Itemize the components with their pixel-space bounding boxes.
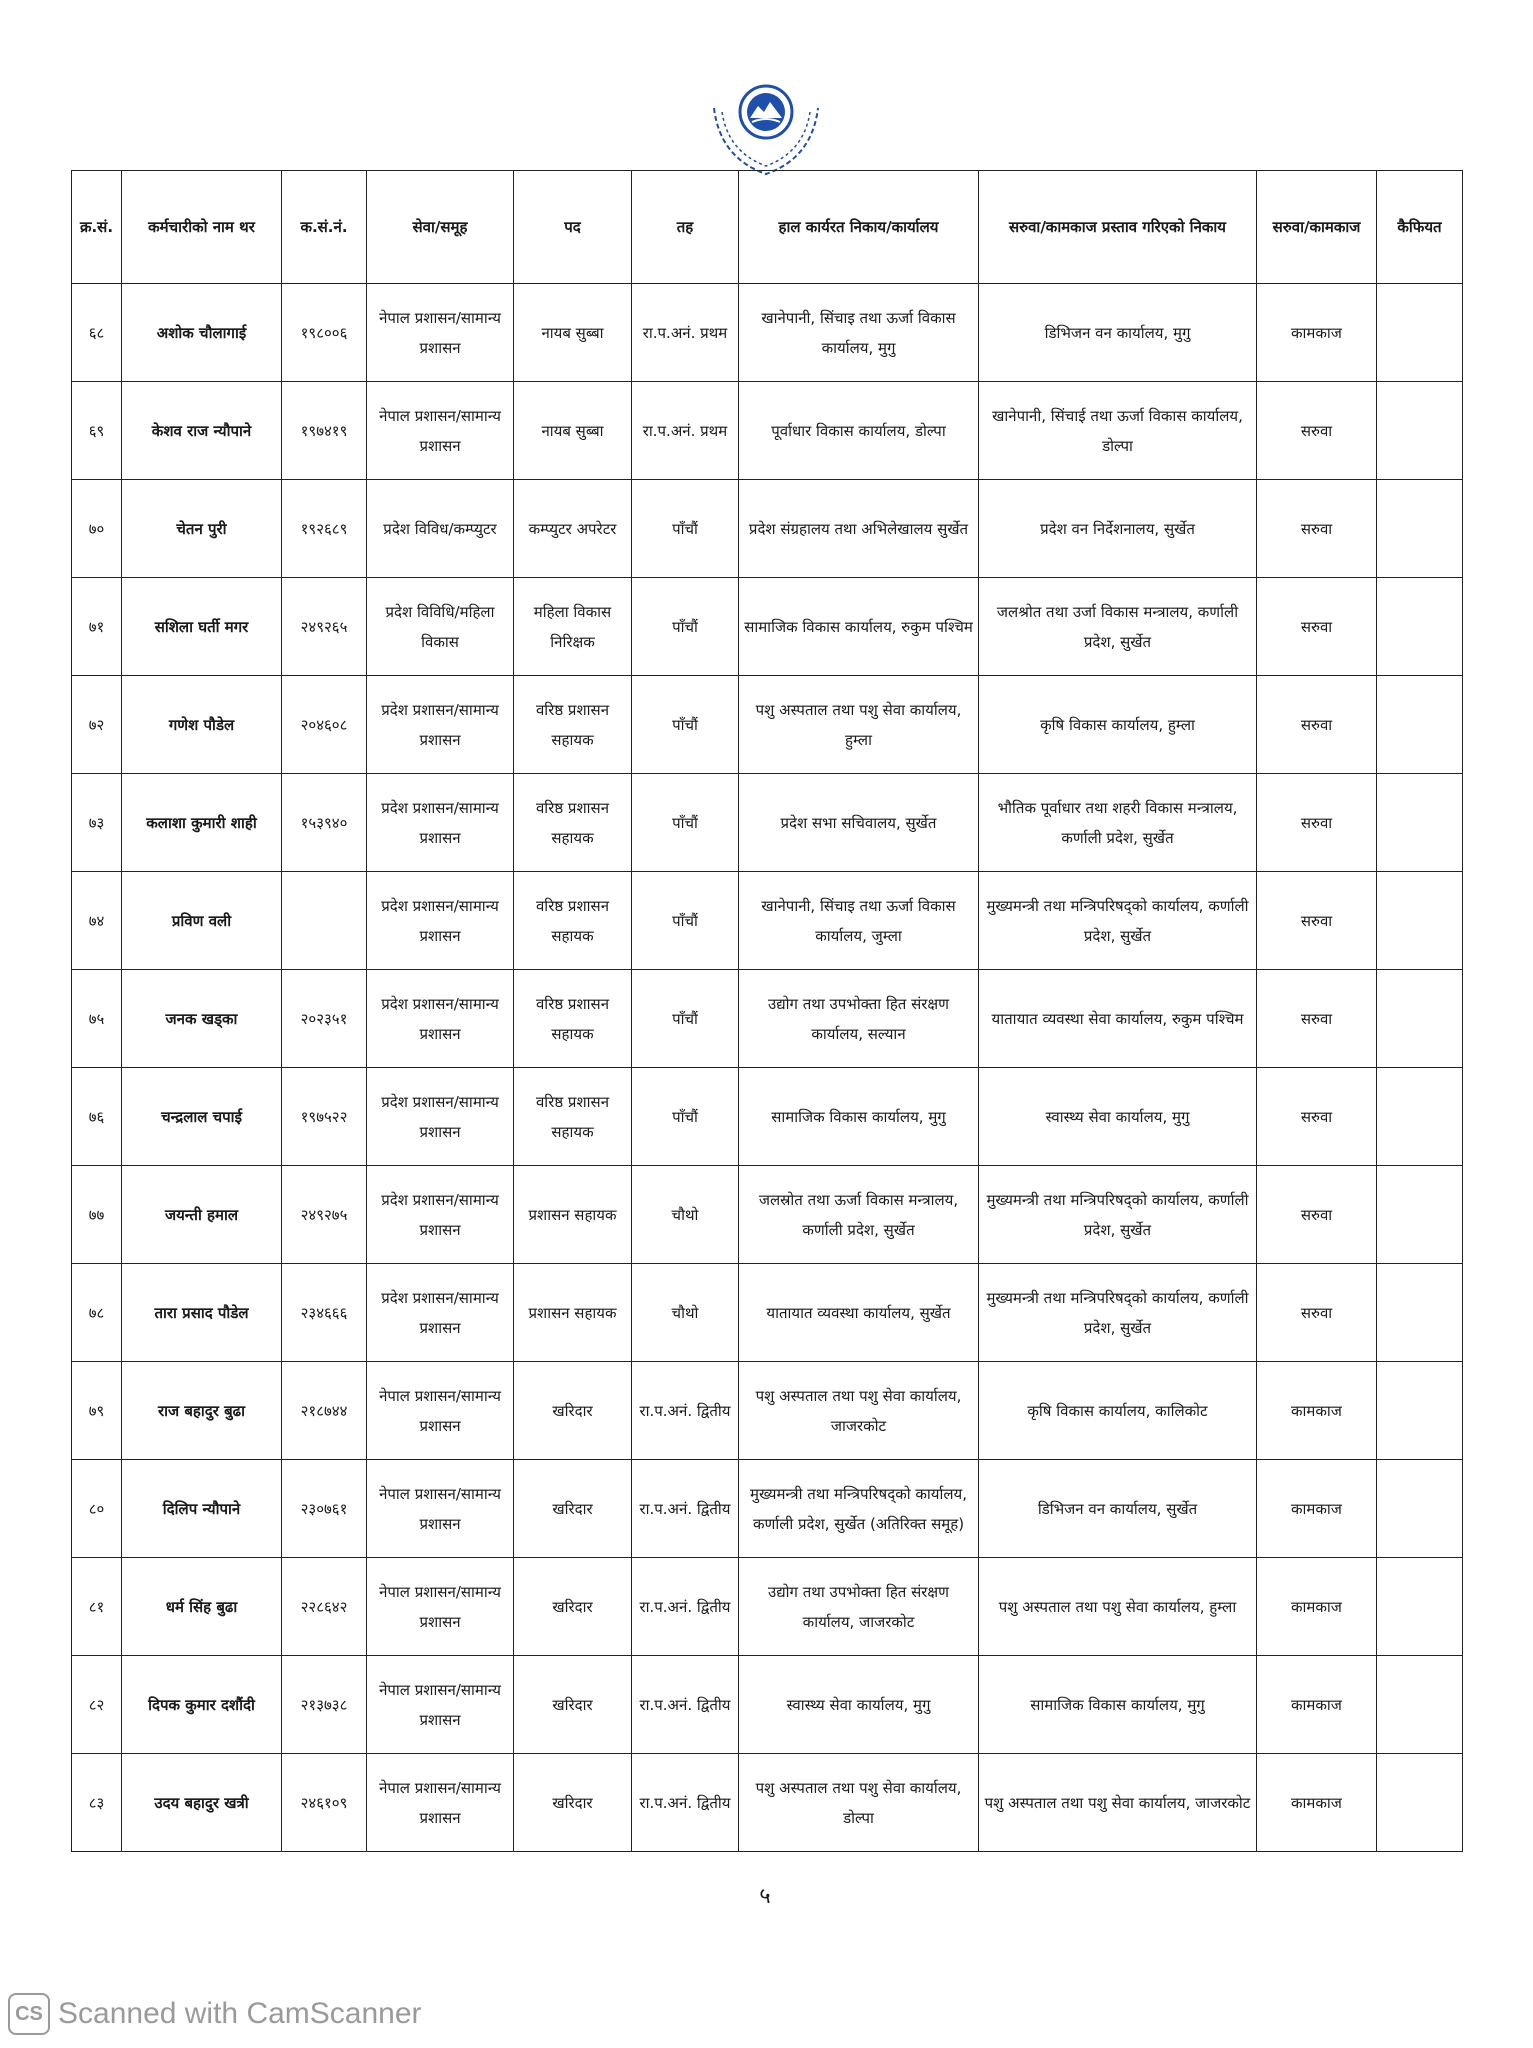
cell-code-number [282,872,367,970]
cell-remarks [1377,1558,1463,1656]
cell-code-number: १५३९४० [282,774,367,872]
cell-serial: ७९ [72,1362,122,1460]
table-body [72,284,1463,1852]
cell-proposed-office: पशु अस्पताल तथा पशु सेवा कार्यालय, जाजरकोट [979,1754,1257,1852]
table-row [72,872,1463,970]
table-row [72,1166,1463,1264]
cell-service-group: प्रदेश प्रशासन/सामान्य प्रशासन [367,774,514,872]
table-row [72,1754,1463,1852]
cell-proposed-office: स्वास्थ्य सेवा कार्यालय, मुगु [979,1068,1257,1166]
cell-code-number: २४९२६५ [282,578,367,676]
table-row [72,774,1463,872]
cell-serial: ७५ [72,970,122,1068]
cell-serial: ७६ [72,1068,122,1166]
cell-employee-name: धर्म सिंह बुढा [122,1558,282,1656]
cell-transfer-type: सरुवा [1257,970,1377,1068]
cell-level: रा.प.अनं. द्वितीय [632,1362,739,1460]
column-header-transfer-type: सरुवा/कामकाज [1257,171,1377,284]
table-row [72,1068,1463,1166]
cell-level: रा.प.अनं. प्रथम [632,382,739,480]
cell-service-group: प्रदेश प्रशासन/सामान्य प्रशासन [367,1166,514,1264]
cell-proposed-office: सामाजिक विकास कार्यालय, मुगु [979,1656,1257,1754]
cell-post: खरिदार [514,1558,632,1656]
cell-transfer-type: सरुवा [1257,578,1377,676]
cell-level: पाँचौं [632,872,739,970]
cell-remarks [1377,872,1463,970]
cell-code-number: १९८००६ [282,284,367,382]
cell-serial: ७३ [72,774,122,872]
cell-post: प्रशासन सहायक [514,1166,632,1264]
cell-remarks [1377,1362,1463,1460]
cell-employee-name: जयन्ती हमाल [122,1166,282,1264]
cell-level: रा.प.अनं. द्वितीय [632,1460,739,1558]
cell-serial: ७८ [72,1264,122,1362]
cell-code-number: २२८६४२ [282,1558,367,1656]
cell-employee-name: सशिला घर्ती मगर [122,578,282,676]
cell-remarks [1377,1656,1463,1754]
cell-post: नायब सुब्बा [514,284,632,382]
cell-code-number: २१३७३८ [282,1656,367,1754]
cell-service-group: नेपाल प्रशासन/सामान्य प्रशासन [367,1754,514,1852]
table-row [72,1460,1463,1558]
cell-serial: ७७ [72,1166,122,1264]
column-header-code: क.सं.नं. [282,171,367,284]
cell-proposed-office: यातायात व्यवस्था सेवा कार्यालय, रुकुम पश्चिम [979,970,1257,1068]
cell-level: रा.प.अनं. द्वितीय [632,1558,739,1656]
watermark-text: Scanned with CamScanner [58,1997,422,2030]
cell-remarks [1377,1264,1463,1362]
table-row [72,1362,1463,1460]
cell-proposed-office: भौतिक पूर्वाधार तथा शहरी विकास मन्त्रालय, कर्णाली प्रदेश, सुर्खेत [979,774,1257,872]
cell-current-office: स्वास्थ्य सेवा कार्यालय, मुगु [739,1656,979,1754]
cell-level: पाँचौं [632,578,739,676]
cell-service-group: नेपाल प्रशासन/सामान्य प्रशासन [367,382,514,480]
table-row [72,676,1463,774]
cell-proposed-office: पशु अस्पताल तथा पशु सेवा कार्यालय, हुम्ला [979,1558,1257,1656]
cell-remarks [1377,480,1463,578]
cell-post: कम्प्युटर अपरेटर [514,480,632,578]
cell-remarks [1377,1754,1463,1852]
cell-employee-name: राज बहादुर बुढा [122,1362,282,1460]
cell-code-number: २४९२७५ [282,1166,367,1264]
cell-current-office: पूर्वाधार विकास कार्यालय, डोल्पा [739,382,979,480]
cell-employee-name: प्रविण वली [122,872,282,970]
cell-post: वरिष्ठ प्रशासन सहायक [514,676,632,774]
cell-transfer-type: सरुवा [1257,1264,1377,1362]
cell-transfer-type: सरुवा [1257,774,1377,872]
cell-level: पाँचौं [632,774,739,872]
cell-remarks [1377,970,1463,1068]
table-row [72,1558,1463,1656]
cell-serial: ७४ [72,872,122,970]
cell-code-number: १९२६८९ [282,480,367,578]
cell-serial: ६८ [72,284,122,382]
cell-current-office: सामाजिक विकास कार्यालय, मुगु [739,1068,979,1166]
cell-employee-name: जनक खड्का [122,970,282,1068]
cell-post: प्रशासन सहायक [514,1264,632,1362]
cell-proposed-office: मुख्यमन्त्री तथा मन्त्रिपरिषद्को कार्यालय, कर्णाली प्रदेश, सुर्खेत [979,872,1257,970]
cell-transfer-type: सरुवा [1257,480,1377,578]
cell-service-group: प्रदेश प्रशासन/सामान्य प्रशासन [367,676,514,774]
cell-serial: ८१ [72,1558,122,1656]
cell-remarks [1377,284,1463,382]
cell-transfer-type: कामकाज [1257,1460,1377,1558]
cell-level: पाँचौं [632,480,739,578]
cell-current-office: सामाजिक विकास कार्यालय, रुकुम पश्चिम [739,578,979,676]
table-row [72,284,1463,382]
cell-proposed-office: प्रदेश वन निर्देशनालय, सुर्खेत [979,480,1257,578]
cell-code-number: २४६१०९ [282,1754,367,1852]
cell-transfer-type: सरुवा [1257,676,1377,774]
cell-level: चौथो [632,1264,739,1362]
cell-level: पाँचौं [632,970,739,1068]
cell-remarks [1377,1460,1463,1558]
cell-post: वरिष्ठ प्रशासन सहायक [514,970,632,1068]
cell-employee-name: गणेश पौडेल [122,676,282,774]
cell-proposed-office: मुख्यमन्त्री तथा मन्त्रिपरिषद्को कार्यालय, कर्णाली प्रदेश, सुर्खेत [979,1264,1257,1362]
cell-proposed-office: कृषि विकास कार्यालय, कालिकोट [979,1362,1257,1460]
cell-service-group: नेपाल प्रशासन/सामान्य प्रशासन [367,1362,514,1460]
cell-service-group: नेपाल प्रशासन/सामान्य प्रशासन [367,1656,514,1754]
cell-proposed-office: कृषि विकास कार्यालय, हुम्ला [979,676,1257,774]
cell-current-office: खानेपानी, सिंचाइ तथा ऊर्जा विकास कार्यालय, मुगु [739,284,979,382]
cell-service-group: नेपाल प्रशासन/सामान्य प्रशासन [367,1558,514,1656]
cell-current-office: प्रदेश संग्रहालय तथा अभिलेखालय सुर्खेत [739,480,979,578]
cell-post: नायब सुब्बा [514,382,632,480]
cell-proposed-office: मुख्यमन्त्री तथा मन्त्रिपरिषद्को कार्यालय, कर्णाली प्रदेश, सुर्खेत [979,1166,1257,1264]
cell-level: चौथो [632,1166,739,1264]
table-row [72,970,1463,1068]
cell-transfer-type: सरुवा [1257,382,1377,480]
cell-post: खरिदार [514,1362,632,1460]
cell-current-office: उद्योग तथा उपभोक्ता हित संरक्षण कार्यालय, सल्यान [739,970,979,1068]
cell-transfer-type: सरुवा [1257,1166,1377,1264]
cell-post: महिला विकास निरिक्षक [514,578,632,676]
cell-code-number: १९७४१९ [282,382,367,480]
cell-serial: ८२ [72,1656,122,1754]
page-number: ५ [759,1884,771,1909]
cell-code-number: २३४६६६ [282,1264,367,1362]
cell-serial: ६९ [72,382,122,480]
cell-employee-name: अशोक चौलागाई [122,284,282,382]
cell-serial: ७१ [72,578,122,676]
cell-level: रा.प.अनं. प्रथम [632,284,739,382]
cell-employee-name: कलाशा कुमारी शाही [122,774,282,872]
cell-current-office: प्रदेश सभा सचिवालय, सुर्खेत [739,774,979,872]
table-row [72,1264,1463,1362]
provincial-ministry-emblem-icon [700,78,832,182]
table-row [72,1656,1463,1754]
cell-employee-name: दिलिप न्यौपाने [122,1460,282,1558]
cell-transfer-type: कामकाज [1257,1754,1377,1852]
cell-serial: ७० [72,480,122,578]
cell-employee-name: उदय बहादुर खत्री [122,1754,282,1852]
cell-service-group: प्रदेश प्रशासन/सामान्य प्रशासन [367,1068,514,1166]
cell-employee-name: केशव राज न्यौपाने [122,382,282,480]
cell-transfer-type: कामकाज [1257,1656,1377,1754]
cell-level: रा.प.अनं. द्वितीय [632,1656,739,1754]
cell-serial: ८३ [72,1754,122,1852]
cell-current-office: उद्योग तथा उपभोक्ता हित संरक्षण कार्यालय, जाजरकोट [739,1558,979,1656]
cell-employee-name: दिपक कुमार दशौंदी [122,1656,282,1754]
column-header-level: तह [632,171,739,284]
cell-service-group: नेपाल प्रशासन/सामान्य प्रशासन [367,1460,514,1558]
cell-service-group: प्रदेश विविधि/महिला विकास [367,578,514,676]
column-header-service: सेवा/समूह [367,171,514,284]
cell-post: वरिष्ठ प्रशासन सहायक [514,774,632,872]
cell-proposed-office: डिभिजन वन कार्यालय, सुर्खेत [979,1460,1257,1558]
table-row [72,578,1463,676]
column-header-serial: क्र.सं. [72,171,122,284]
cell-current-office: खानेपानी, सिंचाइ तथा ऊर्जा विकास कार्यालय, जुम्ला [739,872,979,970]
cell-current-office: पशु अस्पताल तथा पशु सेवा कार्यालय, जाजरकोट [739,1362,979,1460]
cell-remarks [1377,1068,1463,1166]
cell-transfer-type: कामकाज [1257,1362,1377,1460]
cell-proposed-office: डिभिजन वन कार्यालय, मुगु [979,284,1257,382]
table-row [72,382,1463,480]
cell-service-group: नेपाल प्रशासन/सामान्य प्रशासन [367,284,514,382]
cell-serial: ८० [72,1460,122,1558]
cell-employee-name: चन्द्रलाल चपाई [122,1068,282,1166]
cell-code-number: २०४६०८ [282,676,367,774]
column-header-name: कर्मचारीको नाम थर [122,171,282,284]
camscanner-watermark [8,1992,422,2036]
cell-level: रा.प.अनं. द्वितीय [632,1754,739,1852]
table-row [72,480,1463,578]
table-header-row [72,171,1463,284]
cell-proposed-office: जलश्रोत तथा उर्जा विकास मन्त्रालय, कर्णाली प्रदेश, सुर्खेत [979,578,1257,676]
cell-post: खरिदार [514,1754,632,1852]
cell-current-office: यातायात व्यवस्था कार्यालय, सुर्खेत [739,1264,979,1362]
cell-code-number: १९७५२२ [282,1068,367,1166]
cell-transfer-type: सरुवा [1257,872,1377,970]
cell-post: खरिदार [514,1656,632,1754]
column-header-remarks: कैफियत [1377,171,1463,284]
camscanner-logo-icon: CS [8,1993,50,2035]
cell-current-office: पशु अस्पताल तथा पशु सेवा कार्यालय, डोल्पा [739,1754,979,1852]
cell-transfer-type: कामकाज [1257,1558,1377,1656]
cell-service-group: प्रदेश प्रशासन/सामान्य प्रशासन [367,1264,514,1362]
cell-service-group: प्रदेश प्रशासन/सामान्य प्रशासन [367,872,514,970]
cell-service-group: प्रदेश प्रशासन/सामान्य प्रशासन [367,970,514,1068]
cell-serial: ७२ [72,676,122,774]
cell-service-group: प्रदेश विविध/कम्प्युटर [367,480,514,578]
cell-current-office: पशु अस्पताल तथा पशु सेवा कार्यालय, हुम्ला [739,676,979,774]
cell-remarks [1377,382,1463,480]
cell-level: पाँचौं [632,1068,739,1166]
column-header-proposed-office: सरुवा/कामकाज प्रस्ताव गरिएको निकाय [979,171,1257,284]
cell-post: खरिदार [514,1460,632,1558]
cell-code-number: २०२३५१ [282,970,367,1068]
cell-remarks [1377,578,1463,676]
cell-remarks [1377,676,1463,774]
column-header-current-office: हाल कार्यरत निकाय/कार्यालय [739,171,979,284]
cell-code-number: २३०७६१ [282,1460,367,1558]
cell-transfer-type: कामकाज [1257,284,1377,382]
cell-remarks [1377,774,1463,872]
cell-post: वरिष्ठ प्रशासन सहायक [514,872,632,970]
cell-transfer-type: सरुवा [1257,1068,1377,1166]
cell-current-office: मुख्यमन्त्री तथा मन्त्रिपरिषद्को कार्यालय, कर्णाली प्रदेश, सुर्खेत (अतिरिक्त समूह) [739,1460,979,1558]
cell-post: वरिष्ठ प्रशासन सहायक [514,1068,632,1166]
cell-level: पाँचौं [632,676,739,774]
column-header-post: पद [514,171,632,284]
cell-current-office: जलस्रोत तथा ऊर्जा विकास मन्त्रालय, कर्णाली प्रदेश, सुर्खेत [739,1166,979,1264]
cell-employee-name: चेतन पुरी [122,480,282,578]
cell-employee-name: तारा प्रसाद पौडेल [122,1264,282,1362]
transfer-table [71,170,1463,1852]
cell-code-number: २१८७४४ [282,1362,367,1460]
cell-remarks [1377,1166,1463,1264]
cell-proposed-office: खानेपानी, सिंचाई तथा ऊर्जा विकास कार्यालय, डोल्पा [979,382,1257,480]
